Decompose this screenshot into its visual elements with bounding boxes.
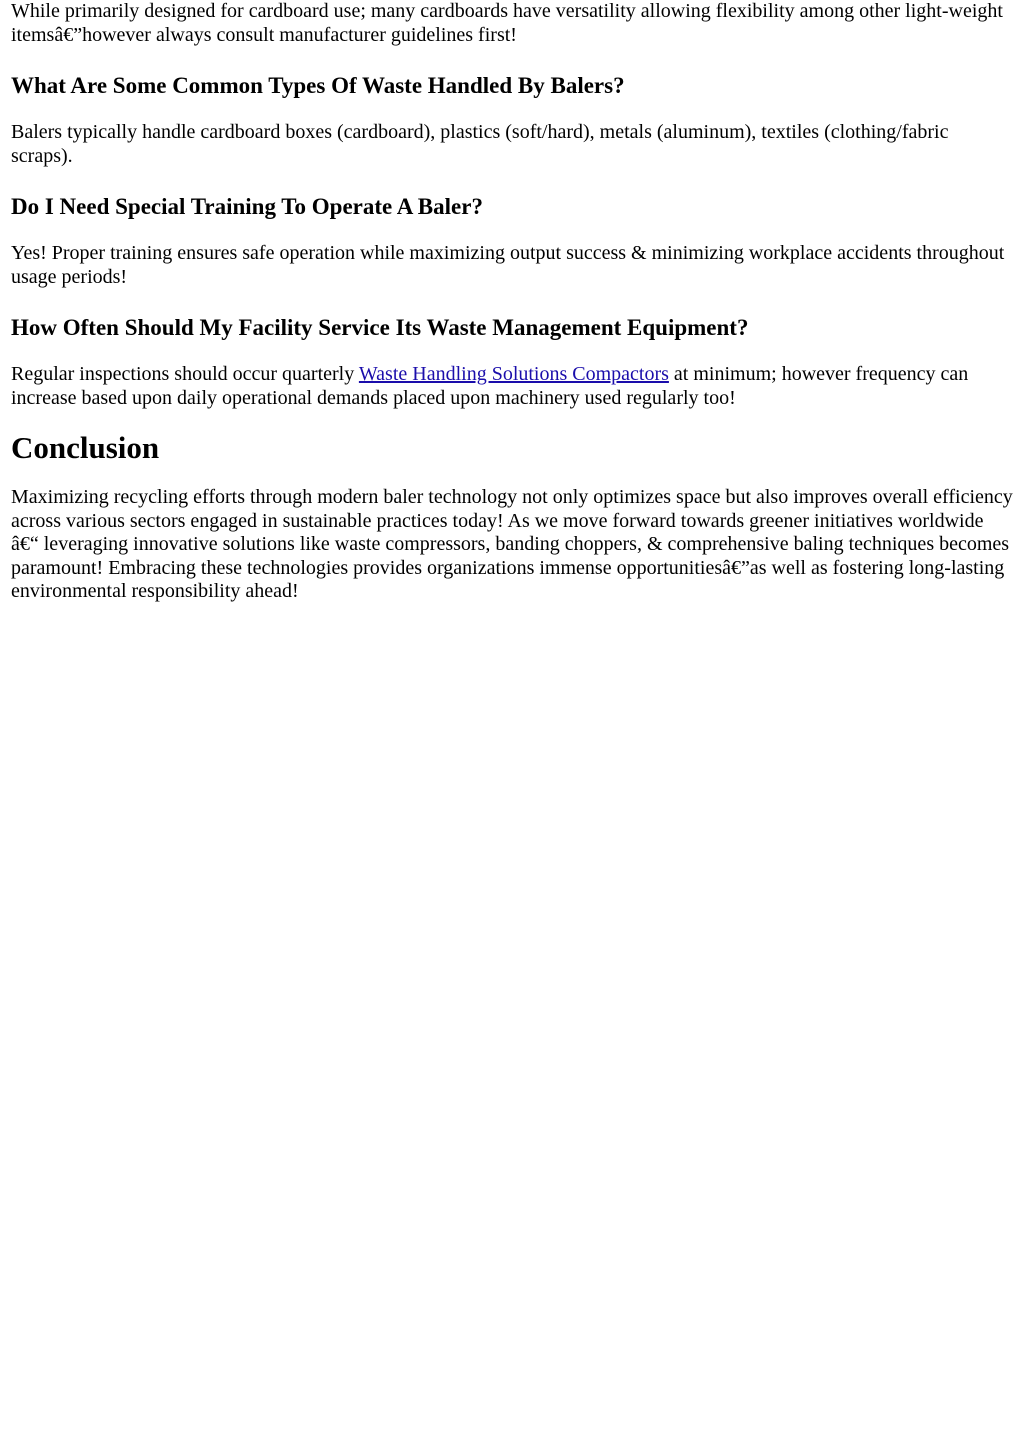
conclusion-heading: Conclusion (11, 430, 160, 465)
conclusion-paragraph: Maximizing recycling efforts through modern baler technology not only optimizes space but also improves overall efficiency across various sectors engaged in sustainable practices today! As we move forward towards greener initiatives worldwide â€“ leveraging innovative solutions like waste compressors, banding choppers, & comprehensive baling techniques becomes paramount! Embracing these technologies provides organizations immense opportunitiesâ€”as well as fostering long-lasting environmental responsibility ahead! (11, 486, 1013, 602)
faq-answer-service-frequency (11, 363, 1013, 410)
faq-question-waste-types: What Are Some Common Types Of Waste Handled By Balers? (11, 73, 625, 98)
article-body (0, 0, 1024, 604)
answer-text-before-link: Regular inspections should occur quarterly (11, 363, 359, 385)
answer-text-after-link: at minimum; however frequency can increase based upon daily operational demands placed upon machinery used regularly too! (11, 363, 969, 409)
faq-answer-training: Yes! Proper training ensures safe operation while maximizing output success & minimizing workplace accidents throughout usage periods! (11, 242, 1005, 288)
compactors-link[interactable]: Waste Handling Solutions Compactors (358, 363, 669, 385)
faq-answer-waste-types: Balers typically handle cardboard boxes (cardboard), plastics (soft/hard), metals (aluminum), textiles (clothing/fabric scraps). (11, 121, 949, 167)
faq-question-training: Do I Need Special Training To Operate A Baler? (11, 194, 483, 219)
intro-paragraph: While primarily designed for cardboard use; many cardboards have versatility allowing flexibility among other light-weight itemsâ€”however always consult manufacturer guidelines first! (11, 0, 1003, 46)
faq-question-service-frequency: How Often Should My Facility Service Its Waste Management Equipment? (11, 315, 749, 340)
